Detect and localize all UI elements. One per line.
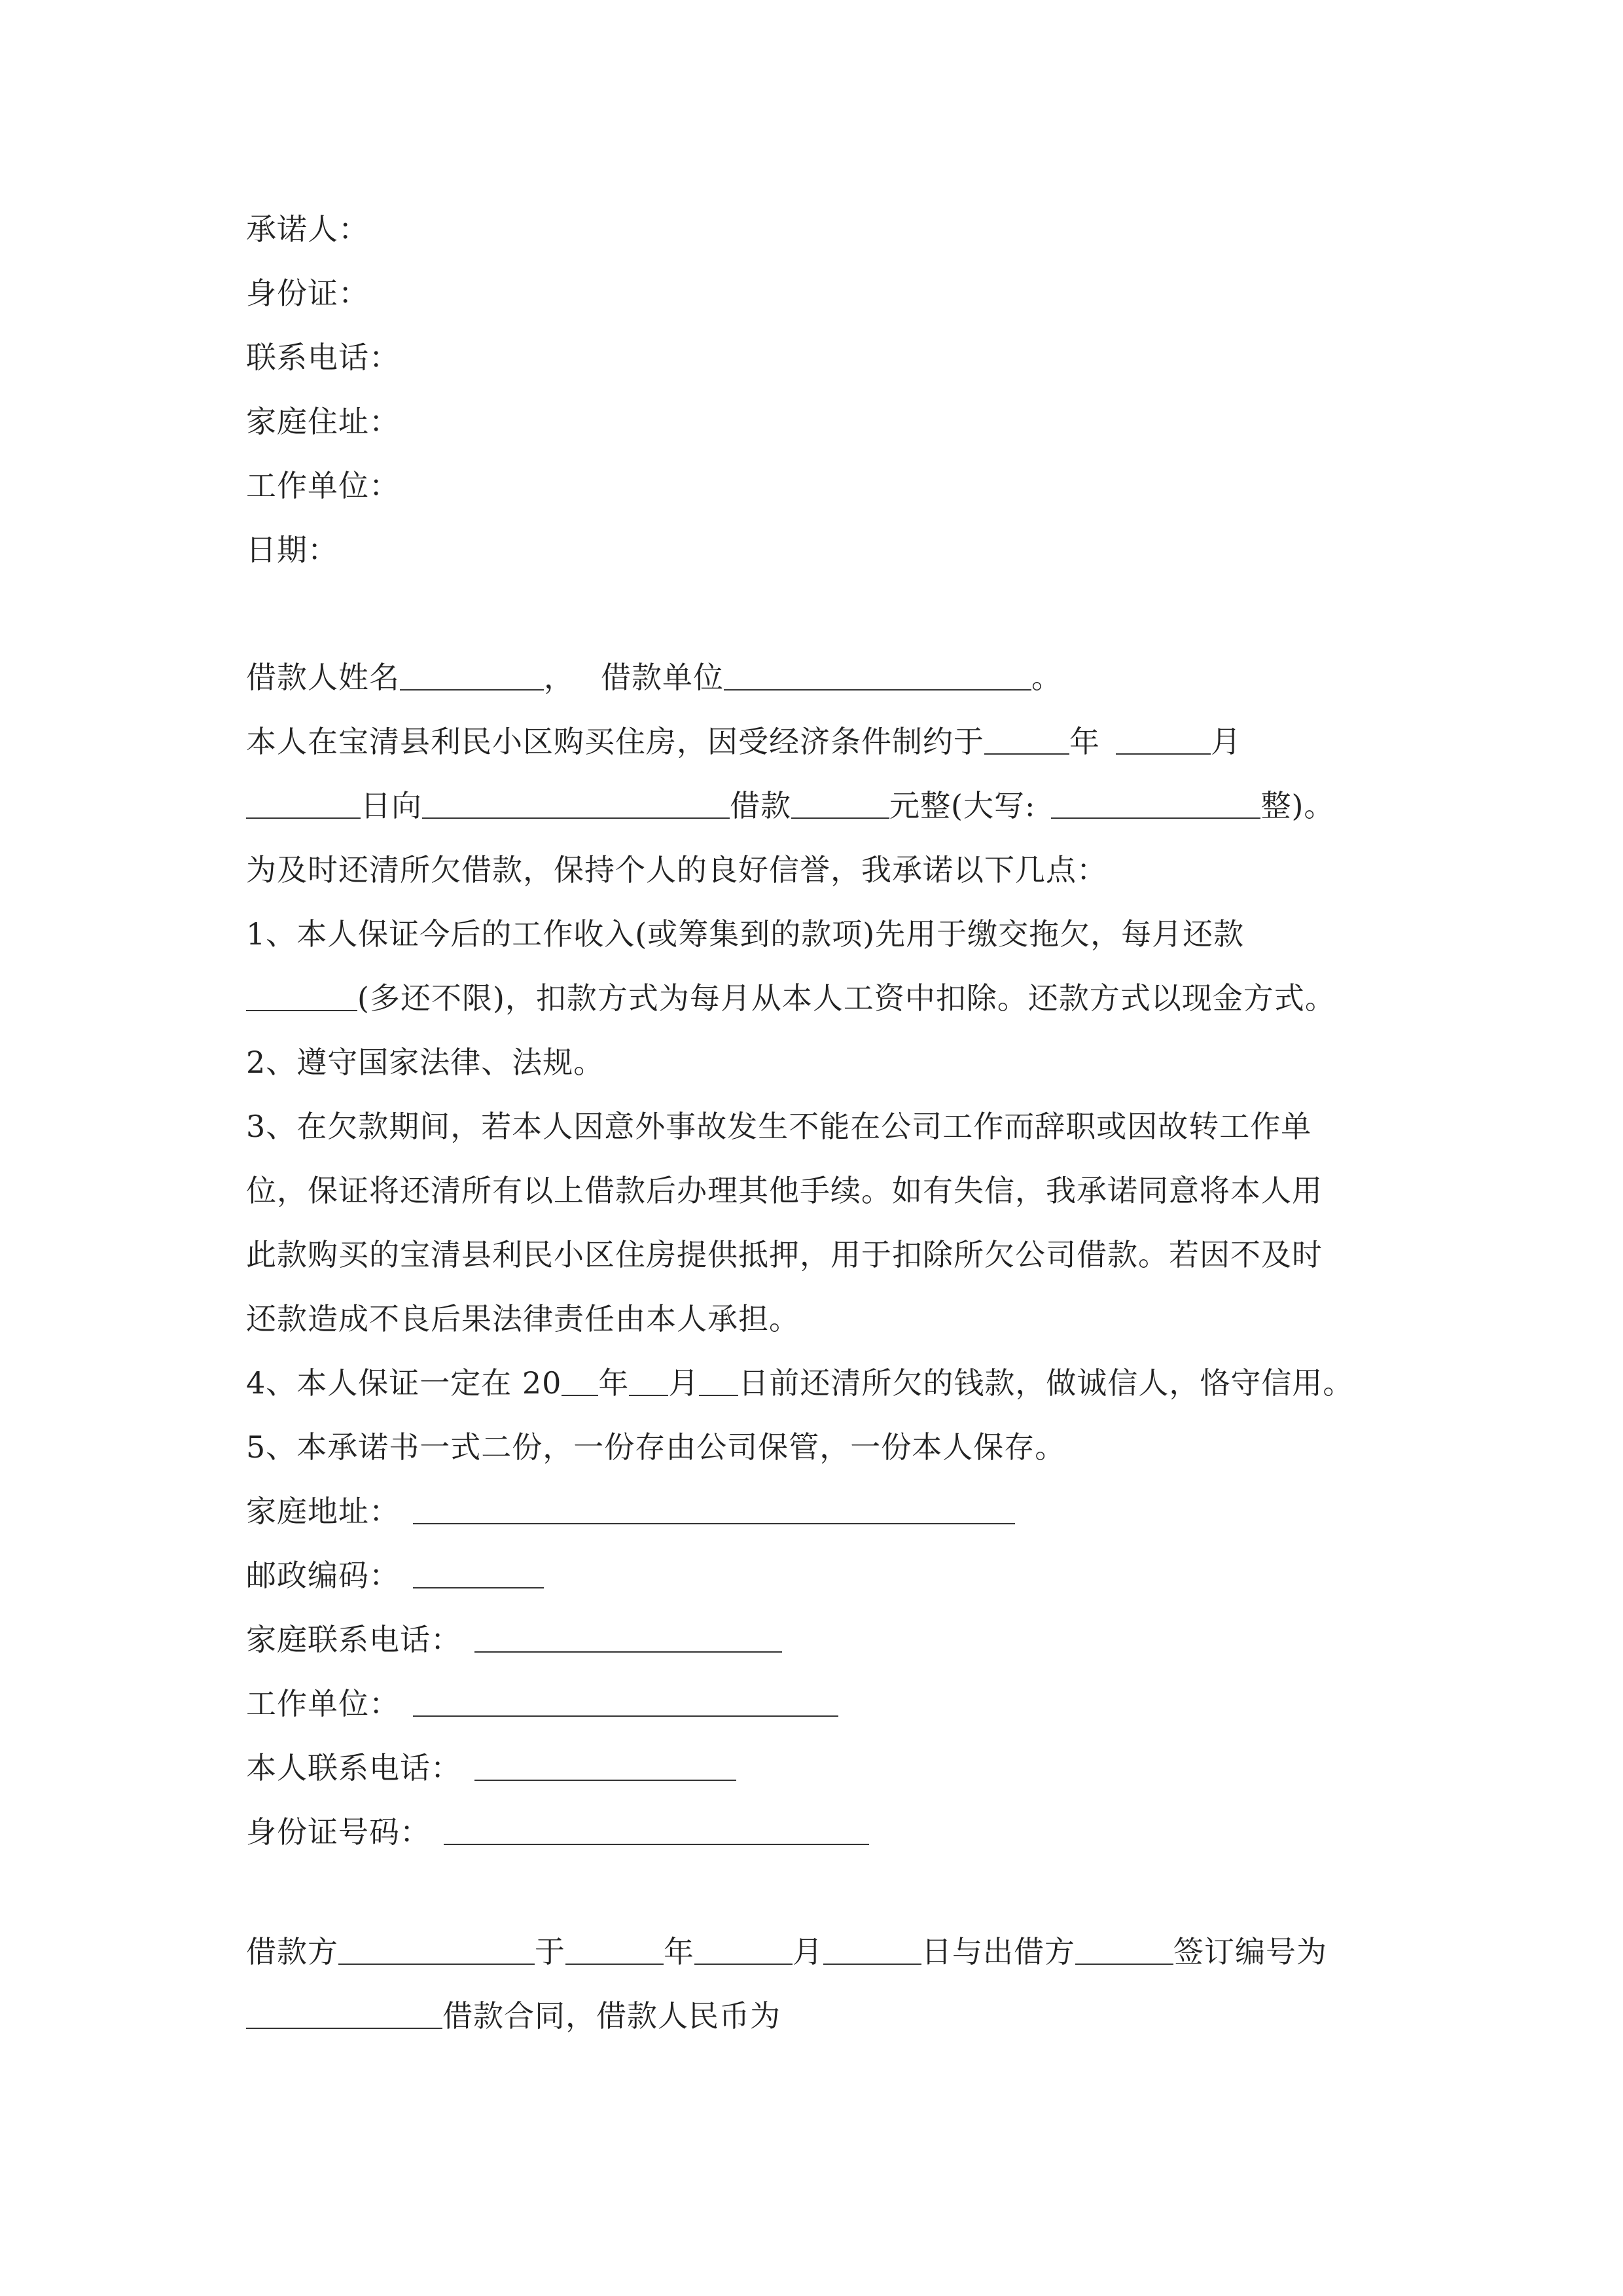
home-address-field bbox=[246, 1479, 1015, 1544]
intro-line bbox=[246, 709, 1241, 774]
borrower-party-label: 借款方 bbox=[246, 1934, 338, 1969]
borrower-unit-blank[interactable] bbox=[724, 651, 1031, 691]
day-with-lender-label: 日与出借方 bbox=[921, 1934, 1075, 1969]
at-label: 于 bbox=[535, 1934, 565, 1969]
clause-3-line-3: 此款购买的宝清县利民小区住房提供抵押，用于扣除所欠公司借款。若因不及时 bbox=[246, 1237, 1323, 1272]
year-label: 年 bbox=[1069, 724, 1100, 759]
clause-4-month-label: 月 bbox=[668, 1365, 700, 1401]
purpose-line: 为及时还清所欠借款，保持个人的良好信誉，我承诺以下几点： bbox=[246, 852, 1107, 888]
borrow-label: 借款 bbox=[730, 788, 791, 823]
lender-blank[interactable] bbox=[422, 780, 730, 819]
borrower-name-label: 借款人姓名 bbox=[246, 660, 400, 695]
zheng-close-label: 整)。 bbox=[1260, 788, 1335, 823]
postal-code-field bbox=[246, 1543, 544, 1608]
year-blank[interactable] bbox=[984, 715, 1069, 755]
clause-4-year-label: 年 bbox=[598, 1365, 630, 1401]
contact-phone-label: 联系电话： bbox=[246, 340, 400, 375]
home-phone-field bbox=[246, 1607, 782, 1672]
home-phone-label: 家庭联系电话： bbox=[246, 1622, 461, 1657]
promisor-label: 承诺人： bbox=[246, 211, 369, 247]
month-blank[interactable] bbox=[1116, 715, 1211, 755]
contract-month-label: 月 bbox=[793, 1934, 823, 1969]
borrower-name-blank[interactable] bbox=[400, 651, 544, 691]
contract-month-blank[interactable] bbox=[694, 1926, 793, 1965]
home-address-blank[interactable] bbox=[413, 1485, 1015, 1524]
borrower-unit-label: 借款单位 bbox=[601, 660, 724, 695]
work-unit-blank[interactable] bbox=[413, 1677, 838, 1717]
comma: ， bbox=[544, 660, 575, 695]
work-unit-info-label: 工作单位： bbox=[246, 1686, 400, 1721]
clause-4-month-blank[interactable] bbox=[629, 1357, 668, 1396]
date-label: 日期： bbox=[246, 532, 338, 567]
period: 。 bbox=[1031, 660, 1062, 695]
amount-blank[interactable] bbox=[791, 780, 889, 819]
clause-4-day-blank[interactable] bbox=[699, 1357, 738, 1396]
clause-3-line-1: 3、在欠款期间，若本人因意外事故发生不能在公司工作而辞职或因故转工作单 bbox=[246, 1109, 1312, 1144]
home-address-label: 家庭住址： bbox=[246, 404, 400, 439]
clause-1-line-1: 1、本人保证今后的工作收入(或筹集到的款项)先用于缴交拖欠，每月还款 bbox=[246, 916, 1245, 952]
contract-line-2 bbox=[246, 1983, 781, 2049]
clause-4-start: 4、本人保证一定在 20 bbox=[246, 1365, 562, 1401]
day-to-label: 日向 bbox=[361, 788, 422, 823]
month-label: 月 bbox=[1211, 724, 1241, 759]
borrower-line bbox=[246, 645, 1062, 710]
clause-3-line-2: 位，保证将还清所有以上借款后办理其他手续。如有失信，我承诺同意将本人用 bbox=[246, 1173, 1323, 1208]
day-blank[interactable] bbox=[246, 780, 361, 819]
signed-number-label: 签订编号为 bbox=[1173, 1934, 1327, 1969]
clause-1-text: (多还不限)，扣款方式为每月从本人工资中扣除。还款方式以现金方式。 bbox=[357, 980, 1336, 1016]
amount-line bbox=[246, 773, 1334, 838]
work-unit-label: 工作单位： bbox=[246, 468, 400, 503]
work-unit-field bbox=[246, 1671, 838, 1736]
contract-day-blank[interactable] bbox=[823, 1926, 921, 1965]
home-address-info-label: 家庭地址： bbox=[246, 1494, 400, 1529]
own-phone-label: 本人联系电话： bbox=[246, 1750, 461, 1785]
own-phone-field bbox=[246, 1735, 736, 1801]
clause-3-line-4: 还款造成不良后果法律责任由本人承担。 bbox=[246, 1301, 800, 1336]
clause-5: 5、本承诺书一式二份，一份存由公司保管，一份本人保存。 bbox=[246, 1429, 1066, 1465]
home-phone-blank[interactable] bbox=[474, 1613, 782, 1653]
intro-text: 本人在宝清县利民小区购买住房，因受经济条件制约于 bbox=[246, 724, 984, 759]
clause-4-rest: 日前还清所欠的钱款，做诚信人，恪守信用。 bbox=[738, 1365, 1354, 1401]
borrower-party-blank[interactable] bbox=[338, 1926, 535, 1965]
postal-code-label: 邮政编码： bbox=[246, 1558, 400, 1593]
amount-upper-blank[interactable] bbox=[1051, 780, 1260, 819]
lender-party-blank[interactable] bbox=[1075, 1926, 1173, 1965]
clause-4-year-blank[interactable] bbox=[562, 1357, 598, 1396]
contract-number-blank[interactable] bbox=[246, 1990, 442, 2029]
id-card-label: 身份证： bbox=[246, 276, 369, 311]
own-phone-blank[interactable] bbox=[474, 1742, 736, 1781]
clause-2: 2、遵守国家法律、法规。 bbox=[246, 1045, 605, 1080]
yuan-upper-label: 元整(大写: bbox=[889, 788, 1036, 823]
contract-line-1 bbox=[246, 1919, 1327, 1984]
contract-year-label: 年 bbox=[664, 1934, 694, 1969]
contract-year-blank[interactable] bbox=[565, 1926, 664, 1965]
postal-code-blank[interactable] bbox=[413, 1549, 544, 1588]
id-number-blank[interactable] bbox=[444, 1806, 869, 1845]
clause-1-line-2 bbox=[246, 965, 1336, 1031]
loan-contract-label: 借款合同，借款人民币为 bbox=[442, 1998, 781, 2034]
id-number-field bbox=[246, 1799, 869, 1865]
id-number-label: 身份证号码： bbox=[246, 1814, 431, 1850]
clause-4 bbox=[246, 1350, 1353, 1416]
monthly-repayment-blank[interactable] bbox=[246, 972, 357, 1011]
